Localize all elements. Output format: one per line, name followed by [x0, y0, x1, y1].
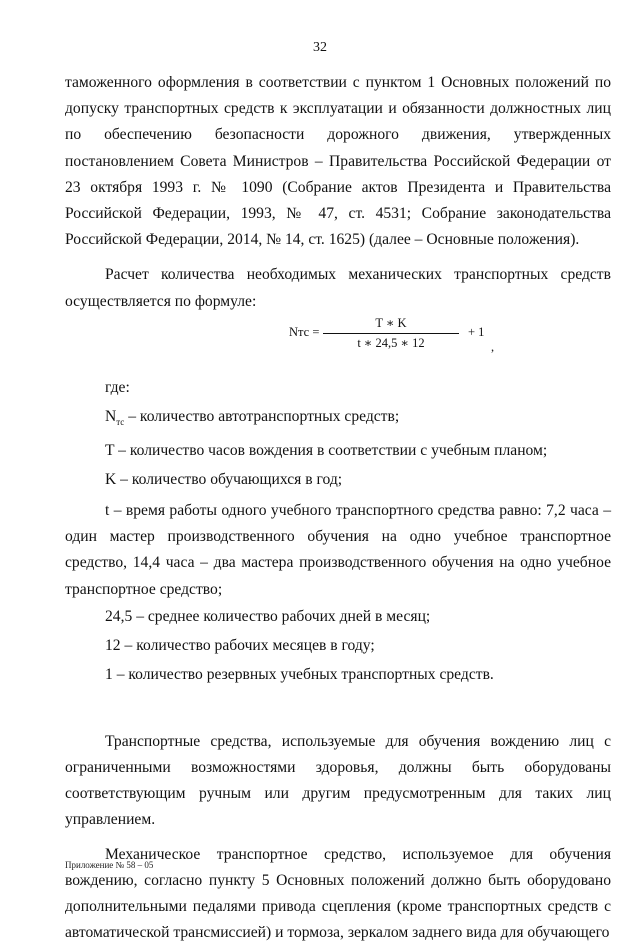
definitions-list	[65, 374, 611, 690]
formula-comma: ,	[491, 339, 495, 354]
formula-numerator: T ∗ K	[375, 315, 407, 330]
definitions-where: где:	[105, 378, 130, 396]
paragraph-customs-clearance: таможенного оформления в соответствии с пунктом 1 Основных положений по допуску транспортных средств к эксплуатации и обязанности должностных лиц по обеспечению безопасности дорожного движения, утвержденных постановлением Совета Министров – Правительства Российской Федерации от 23 октября 1993 г. № 1090 (Собрание актов Президента и Правительства Российской Федерации, 1993, № 47, ст. 4531; Собрание законодательства Российской Федерации, 2014, № 14, ст. 1625) (далее – Основные положения).	[65, 74, 611, 249]
formula	[65, 315, 611, 367]
definition-days: 24,5 – среднее количество рабочих дней в месяц;	[105, 607, 431, 625]
section-gap	[65, 690, 611, 729]
formula-plus-term: + 1	[468, 324, 485, 339]
paragraph-formula-intro: Расчет количества необходимых механических транспортных средств осуществляется по формуле:	[65, 266, 611, 310]
definition-t-lower: t – время работы одного учебного транспортного средства равно: 7,2 часа – один мастер производственного обучения на одно учебное транспортное средство, 14,4 часа – два мастера производственного обучения на одно учебное транспортное средство;	[65, 501, 611, 598]
definition-months: 12 – количество рабочих месяцев в году;	[105, 636, 375, 654]
page-number: 32	[313, 40, 327, 55]
definition-reserve: 1 – количество резервных учебных транспортных средств.	[105, 665, 494, 683]
definition-k: K – количество обучающихся в год;	[105, 470, 343, 488]
formula-lhs: Nтс =	[289, 324, 320, 339]
formula-denominator: t ∗ 24,5 ∗ 12	[323, 333, 459, 351]
definition-n-text: – количество автотранспортных средств;	[124, 407, 400, 425]
paragraph-disabilities-equipment: Транспортные средства, используемые для обучения вождению лиц с ограниченными возможностями здоровья, должны быть оборудованы соответствующим ручным или другим предусмотренным для таких лиц управлением.	[65, 732, 611, 829]
definition-n-symbol: N	[105, 407, 117, 425]
document-body	[65, 70, 611, 946]
definition-n	[65, 403, 611, 437]
paragraph-pedals-mirrors: Механическое транспортное средство, используемое для обучения вождению, согласно пункту 5 Основных положений должно быть оборудовано дополнительными педалями привода сцепления (кроме транспортных средств с автоматической трансмиссией) и тормоза, зеркалом заднего вида для обучающего	[65, 845, 611, 942]
formula-fraction	[323, 316, 459, 351]
definition-n-subscript: тс	[116, 416, 125, 427]
definition-t-upper: T – количество часов вождения в соответствии с учебным планом;	[105, 441, 548, 459]
footer-annex-number: Приложение № 58 – 05	[65, 860, 154, 870]
